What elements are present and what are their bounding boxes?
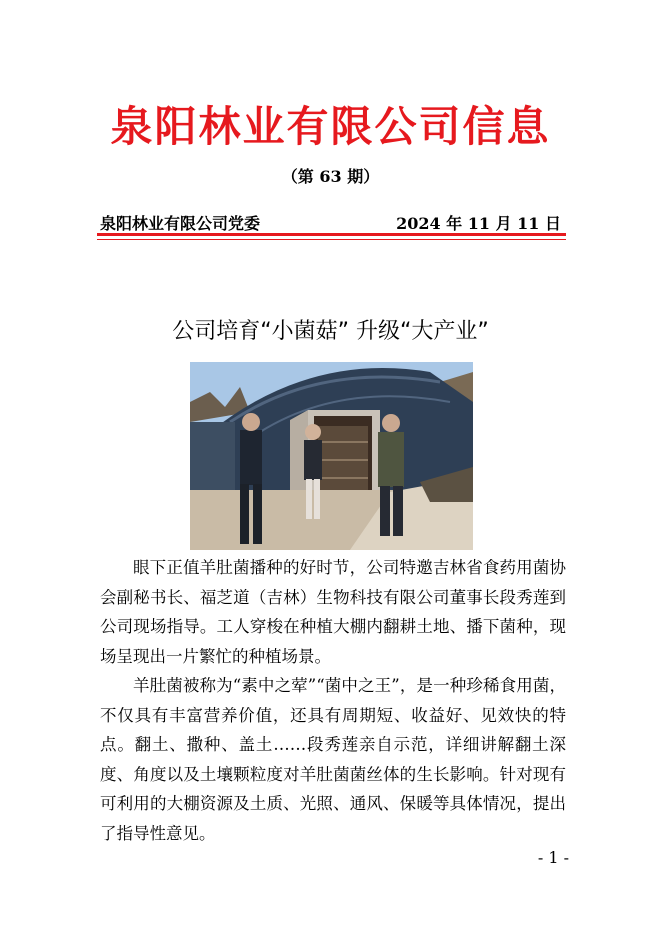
masthead-title: 泉阳林业有限公司信息 [110,102,551,151]
issue-number: （第 63 期） [281,167,380,186]
greenhouse-photo [190,362,473,550]
publication-date: 2024 年 11 月 11 日 [396,214,561,233]
publisher-organization: 泉阳林业有限公司党委 [100,214,261,233]
article-paragraph: 眼下正值羊肚菌播种的好时节，公司特邀吉林省食药用菌协会副秘书长、福芝道（吉林）生物科技有限公司董事长段秀莲到公司现场指导。工人穿梭在种植大棚内翻耕土地、播下菌种，现场呈现出一片繁忙的种植场景。 [100,558,566,666]
page-number: - 1 - [537,848,569,867]
article-paragraph: 羊肚菌被称为“素中之荤”“菌中之王”，是一种珍稀食用菌，不仅具有丰富营养价值，还具有周期短、收益好、见效快的特点。翻土、撒种、盖土……段秀莲亲自示范，详细讲解翻土深度、角度以及土壤颗粒度对羊肚菌菌丝体的生长影响。针对现有可利用的大棚资源及土质、光照、通风、保暖等具体情况，提出了指导性意见。 [100,676,566,843]
header-divider-thin [97,239,566,240]
header-divider-thick [97,233,566,236]
article-headline: 公司培育“小菌菇” 升级“大产业” [172,319,489,344]
article-body [100,553,566,848]
